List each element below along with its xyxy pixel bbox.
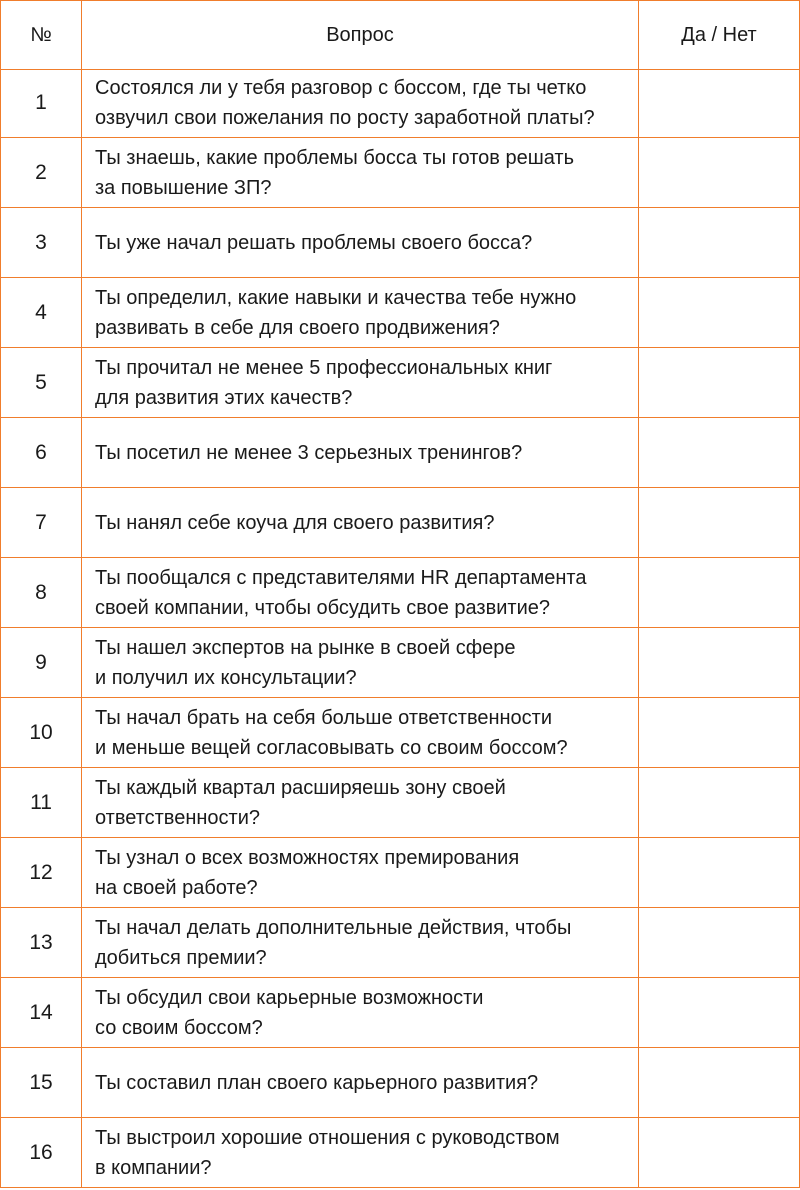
question-text: Ты начал брать на себя больше ответственности и меньше вещей согласовывать со своим боссом? — [95, 706, 568, 759]
table-row — [0, 558, 800, 628]
row-question — [82, 768, 639, 838]
row-question — [82, 278, 639, 348]
row-question — [82, 1048, 639, 1118]
table-header — [0, 0, 800, 70]
answer-cell[interactable] — [639, 68, 800, 138]
table-row — [0, 1048, 800, 1118]
row-number: 3 — [0, 208, 82, 278]
question-text: Ты знаешь, какие проблемы босса ты готов решать за повышение ЗП? — [95, 146, 575, 199]
header-number: № — [0, 0, 82, 70]
row-number: 10 — [0, 698, 82, 768]
header-question: Вопрос — [82, 0, 639, 70]
question-text: Состоялся ли у тебя разговор с боссом, где ты четко озвучил свои пожелания по росту заработной платы? — [95, 76, 595, 129]
table-row — [0, 278, 800, 348]
question-text: Ты нашел экспертов на рынке в своей сфере и получил их консультации? — [95, 636, 516, 689]
row-number: 7 — [0, 488, 82, 558]
answer-cell[interactable] — [639, 1048, 800, 1118]
row-number: 16 — [0, 1118, 82, 1188]
row-question — [82, 838, 639, 908]
row-number: 9 — [0, 628, 82, 698]
table-row — [0, 208, 800, 278]
answer-cell[interactable] — [639, 488, 800, 558]
row-question — [82, 628, 639, 698]
row-question — [82, 348, 639, 418]
row-question — [82, 978, 639, 1048]
answer-cell[interactable] — [639, 348, 800, 418]
question-text: Ты составил план своего карьерного развития? — [95, 1071, 539, 1094]
table-row — [0, 138, 800, 208]
answer-cell[interactable] — [639, 978, 800, 1048]
table-row — [0, 68, 800, 138]
row-question — [82, 558, 639, 628]
table-row — [0, 698, 800, 768]
answer-cell[interactable] — [639, 628, 800, 698]
answer-cell[interactable] — [639, 698, 800, 768]
answer-cell[interactable] — [639, 208, 800, 278]
question-text: Ты нанял себе коуча для своего развития? — [95, 511, 495, 534]
answer-cell[interactable] — [639, 558, 800, 628]
row-number: 5 — [0, 348, 82, 418]
question-text: Ты каждый квартал расширяешь зону своей ответственности? — [95, 776, 506, 829]
table-row — [0, 978, 800, 1048]
header-answer: Да / Нет — [639, 0, 800, 70]
table-row — [0, 768, 800, 838]
row-question — [82, 68, 639, 138]
table-row — [0, 838, 800, 908]
row-number: 6 — [0, 418, 82, 488]
table-row — [0, 418, 800, 488]
table-row — [0, 908, 800, 978]
row-number: 12 — [0, 838, 82, 908]
question-text: Ты определил, какие навыки и качества тебе нужно развивать в себе для своего продвижения? — [95, 286, 577, 339]
answer-cell[interactable] — [639, 908, 800, 978]
answer-cell[interactable] — [639, 418, 800, 488]
row-question — [82, 908, 639, 978]
row-question — [82, 488, 639, 558]
question-text: Ты пообщался с представителями HR департамента своей компании, чтобы обсудить свое развитие? — [95, 566, 587, 619]
row-question — [82, 418, 639, 488]
question-text: Ты посетил не менее 3 серьезных тренингов? — [95, 441, 523, 464]
row-number: 13 — [0, 908, 82, 978]
answer-cell[interactable] — [639, 838, 800, 908]
question-text: Ты уже начал решать проблемы своего босса? — [95, 231, 533, 254]
question-text: Ты начал делать дополнительные действия, чтобы добиться премии? — [95, 916, 572, 969]
row-question — [82, 1118, 639, 1188]
answer-cell[interactable] — [639, 1118, 800, 1188]
row-number: 4 — [0, 278, 82, 348]
table-row — [0, 488, 800, 558]
question-text: Ты узнал о всех возможностях премирования на своей работе? — [95, 846, 520, 899]
table-row — [0, 628, 800, 698]
row-number: 15 — [0, 1048, 82, 1118]
row-number: 2 — [0, 138, 82, 208]
question-text: Ты обсудил свои карьерные возможности со своим боссом? — [95, 986, 484, 1039]
row-question — [82, 208, 639, 278]
question-text: Ты выстроил хорошие отношения с руководством в компании? — [95, 1126, 560, 1179]
answer-cell[interactable] — [639, 138, 800, 208]
row-number: 11 — [0, 768, 82, 838]
answer-cell[interactable] — [639, 768, 800, 838]
row-number: 14 — [0, 978, 82, 1048]
row-number: 1 — [0, 68, 82, 138]
row-question — [82, 698, 639, 768]
question-text: Ты прочитал не менее 5 профессиональных книг для развития этих качеств? — [95, 356, 553, 409]
table-row — [0, 1118, 800, 1188]
answer-cell[interactable] — [639, 278, 800, 348]
row-question — [82, 138, 639, 208]
table-row — [0, 348, 800, 418]
row-number: 8 — [0, 558, 82, 628]
